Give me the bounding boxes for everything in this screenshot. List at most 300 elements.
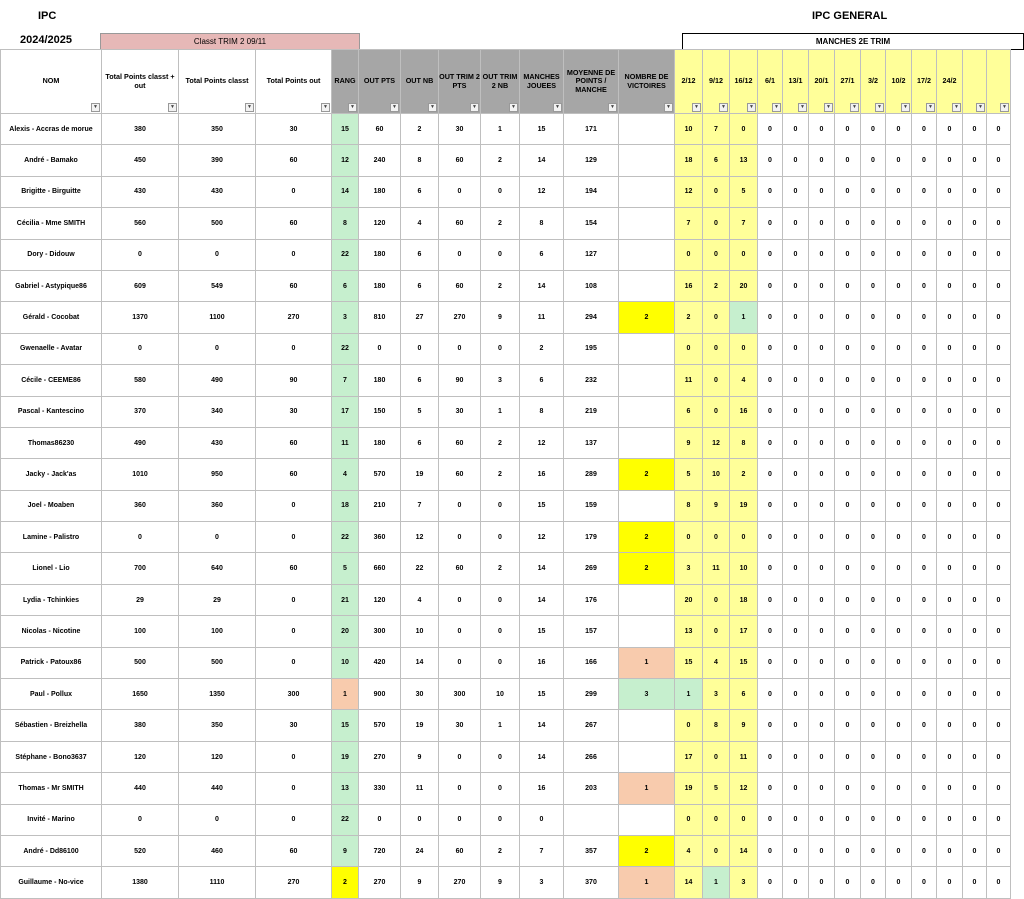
header-row [1,50,1011,114]
manche-cell: 0 [987,584,1011,615]
manche-cell: 7 [675,208,703,239]
manche-cell: 0 [783,427,809,458]
stat-cell: 159 [564,490,619,521]
stat-cell: 1 [481,710,520,741]
stat-cell: 430 [102,176,179,207]
manche-cell: 0 [963,145,987,176]
stat-cell: 380 [102,710,179,741]
manche-cell: 0 [809,616,835,647]
manche-cell: 3 [675,553,703,584]
manche-cell: 0 [835,427,861,458]
manche-cell: 0 [861,302,886,333]
player-name: Pascal - Kantescino [1,396,102,427]
column-header-label: OUT PTS [363,76,396,86]
manche-cell: 18 [675,145,703,176]
stat-cell: 14 [520,553,564,584]
filter-dropdown-icon[interactable]: ▼ [470,103,479,112]
victories-cell: 1 [619,773,675,804]
stat-cell: 350 [179,710,256,741]
manche-cell: 0 [758,553,783,584]
stat-cell: 9 [401,741,439,772]
stat-cell: 0 [481,176,520,207]
manche-cell: 0 [886,679,912,710]
manche-cell: 6 [730,679,758,710]
table-row [1,804,1011,835]
manche-cell: 0 [886,553,912,584]
stat-cell: 640 [179,553,256,584]
filter-dropdown-icon[interactable]: ▼ [168,103,177,112]
stat-cell: 108 [564,270,619,301]
column-header-label: 20/1 [814,76,829,86]
filter-dropdown-icon[interactable]: ▼ [692,103,701,112]
column-header-label: MOYENNE DE POINTS / MANCHE [566,68,616,94]
victories-cell [619,176,675,207]
rank-cell: 14 [332,176,359,207]
filter-dropdown-icon[interactable]: ▼ [321,103,330,112]
column-header-21 [912,50,937,114]
manche-cell: 9 [675,427,703,458]
column-header-label: RANG [334,76,356,86]
stat-cell: 0 [439,333,481,364]
manche-cell: 0 [912,522,937,553]
stat-cell: 16 [520,459,564,490]
manche-cell: 0 [835,553,861,584]
stat-cell: 294 [564,302,619,333]
stat-cell: 60 [256,553,332,584]
manche-cell: 10 [675,114,703,145]
column-header-label: 9/12 [709,76,723,86]
stat-cell: 300 [439,679,481,710]
manche-cell: 0 [886,522,912,553]
manche-cell: 0 [912,710,937,741]
stat-cell: 171 [564,114,619,145]
stat-cell: 4 [401,584,439,615]
manche-cell: 0 [963,270,987,301]
stat-cell [564,804,619,835]
manche-cell: 12 [675,176,703,207]
filter-dropdown-icon[interactable]: ▼ [747,103,756,112]
stat-cell: 180 [359,239,401,270]
manche-cell: 1 [703,867,730,898]
victories-cell [619,804,675,835]
manche-cell: 0 [886,302,912,333]
stat-cell: 60 [256,427,332,458]
rank-cell: 15 [332,114,359,145]
table-row [1,490,1011,521]
stat-cell: 440 [179,773,256,804]
victories-cell [619,741,675,772]
table-row [1,522,1011,553]
column-header-label: Total Points classt [185,76,249,86]
stat-cell: 0 [256,804,332,835]
victories-cell: 2 [619,459,675,490]
manche-cell: 8 [730,427,758,458]
column-header-label: OUT TRIM 2 PTS [439,72,480,90]
stat-cell: 2 [481,553,520,584]
manche-cell: 0 [783,302,809,333]
stat-cell: 12 [520,427,564,458]
manche-cell: 0 [963,679,987,710]
column-header-8 [481,50,520,114]
stat-cell: 580 [102,365,179,396]
manche-cell: 0 [730,239,758,270]
stat-cell: 3 [481,365,520,396]
stat-cell: 0 [256,647,332,678]
manche-cell: 0 [758,647,783,678]
manche-cell: 0 [912,804,937,835]
stat-cell: 180 [359,176,401,207]
manche-cell: 0 [886,365,912,396]
victories-cell [619,333,675,364]
manche-cell: 0 [809,333,835,364]
manche-cell: 0 [861,459,886,490]
rank-cell: 10 [332,647,359,678]
table-row [1,553,1011,584]
victories-cell: 3 [619,679,675,710]
manche-cell: 0 [937,835,963,866]
column-header-4 [332,50,359,114]
manches-banner: MANCHES 2E TRIM [682,33,1024,50]
manche-cell: 0 [758,270,783,301]
manche-cell: 0 [987,427,1011,458]
stat-cell: 60 [256,835,332,866]
manche-cell: 0 [835,867,861,898]
filter-dropdown-icon[interactable]: ▼ [976,103,985,112]
manche-cell: 20 [730,270,758,301]
manche-cell: 0 [758,835,783,866]
manche-cell: 0 [758,145,783,176]
column-header-label: 3/2 [868,76,878,86]
stat-cell: 460 [179,835,256,866]
manche-cell: 0 [835,176,861,207]
column-header-19 [861,50,886,114]
manche-cell: 0 [809,647,835,678]
manche-cell: 0 [703,804,730,835]
manche-cell: 0 [783,804,809,835]
manche-cell: 0 [912,396,937,427]
filter-dropdown-icon[interactable]: ▼ [798,103,807,112]
table-row [1,365,1011,396]
manche-cell: 0 [809,365,835,396]
stat-cell: 0 [256,616,332,647]
stat-cell: 300 [256,679,332,710]
stat-cell: 22 [401,553,439,584]
stat-cell: 2 [481,427,520,458]
column-header-label: NOMBRE DE VICTOIRES [624,72,669,90]
manche-cell: 0 [963,396,987,427]
stat-cell: 0 [256,333,332,364]
stat-cell: 180 [359,270,401,301]
manche-cell: 0 [861,208,886,239]
manche-cell: 0 [758,522,783,553]
manche-cell: 4 [675,835,703,866]
column-header-label: Total Points classt + out [105,72,175,90]
rank-cell: 22 [332,522,359,553]
manche-cell: 0 [912,584,937,615]
manche-cell: 2 [730,459,758,490]
filter-dropdown-icon[interactable]: ▼ [664,103,673,112]
manche-cell: 0 [783,741,809,772]
player-name: Gwenaelle - Avatar [1,333,102,364]
manche-cell: 0 [783,616,809,647]
manche-cell: 0 [783,270,809,301]
stat-cell: 154 [564,208,619,239]
filter-dropdown-icon[interactable]: ▼ [772,103,781,112]
filter-dropdown-icon[interactable]: ▼ [926,103,935,112]
manche-cell: 5 [675,459,703,490]
stat-cell: 60 [439,427,481,458]
manche-cell: 0 [963,741,987,772]
stat-cell: 10 [401,616,439,647]
stat-cell: 6 [401,427,439,458]
stat-cell: 90 [256,365,332,396]
stat-cell: 30 [439,114,481,145]
stat-cell: 9 [401,867,439,898]
manche-cell: 0 [783,145,809,176]
manche-cell: 0 [937,396,963,427]
manche-cell: 0 [987,616,1011,647]
manche-cell: 0 [861,616,886,647]
stat-cell: 560 [102,208,179,239]
filter-dropdown-icon[interactable]: ▼ [952,103,961,112]
column-header-label: 17/2 [917,76,931,86]
stat-cell: 500 [179,647,256,678]
manche-cell: 15 [675,647,703,678]
manche-cell: 6 [703,145,730,176]
manche-cell: 0 [835,773,861,804]
filter-dropdown-icon[interactable]: ▼ [719,103,728,112]
manche-cell: 0 [912,773,937,804]
manche-cell: 0 [963,553,987,584]
rank-cell: 11 [332,427,359,458]
filter-dropdown-icon[interactable]: ▼ [509,103,518,112]
manche-cell: 0 [809,176,835,207]
table-row [1,396,1011,427]
stat-cell: 0 [481,333,520,364]
player-name: Alexis - Accras de morue [1,114,102,145]
stat-cell: 0 [256,522,332,553]
manche-cell: 0 [758,710,783,741]
manche-cell: 0 [835,459,861,490]
column-header-label: 13/1 [788,76,803,86]
manche-cell: 14 [675,867,703,898]
column-header-label: 16/12 [734,76,753,86]
manche-cell: 0 [987,647,1011,678]
stat-cell: 14 [401,647,439,678]
stat-cell: 0 [439,522,481,553]
filter-dropdown-icon[interactable]: ▼ [245,103,254,112]
manche-cell: 0 [783,239,809,270]
manche-cell: 0 [835,396,861,427]
stat-cell: 19 [401,459,439,490]
manche-cell: 0 [758,427,783,458]
stat-cell: 660 [359,553,401,584]
manche-cell: 10 [730,553,758,584]
stat-cell: 12 [401,522,439,553]
manche-cell: 0 [912,333,937,364]
stat-cell: 27 [401,302,439,333]
stat-cell: 6 [401,239,439,270]
stat-cell: 549 [179,270,256,301]
manche-cell: 0 [987,114,1011,145]
column-header-13 [703,50,730,114]
stat-cell: 0 [481,741,520,772]
filter-dropdown-icon[interactable]: ▼ [901,103,910,112]
manche-cell: 0 [861,396,886,427]
stat-cell: 14 [520,584,564,615]
manche-cell: 0 [809,459,835,490]
manche-cell: 0 [861,679,886,710]
stat-cell: 270 [439,302,481,333]
manche-cell: 0 [835,302,861,333]
manche-cell: 0 [809,804,835,835]
manche-cell: 12 [730,773,758,804]
stat-cell: 100 [102,616,179,647]
stat-cell: 609 [102,270,179,301]
stat-cell: 30 [439,396,481,427]
manche-cell: 0 [987,773,1011,804]
filter-dropdown-icon[interactable]: ▼ [428,103,437,112]
victories-cell [619,616,675,647]
stat-cell: 370 [564,867,619,898]
rank-cell: 9 [332,835,359,866]
stat-cell: 14 [520,710,564,741]
stat-cell: 90 [439,365,481,396]
manche-cell: 0 [861,710,886,741]
manche-cell: 0 [912,835,937,866]
player-name: Paul - Pollux [1,679,102,710]
stat-cell: 390 [179,145,256,176]
player-name: Nicolas - Nicotine [1,616,102,647]
manche-cell: 0 [937,333,963,364]
manche-cell: 0 [758,333,783,364]
manche-cell: 0 [987,333,1011,364]
manche-cell: 0 [835,270,861,301]
filter-dropdown-icon[interactable]: ▼ [824,103,833,112]
player-name: Gérald - Cocobat [1,302,102,333]
manche-cell: 5 [703,773,730,804]
stat-cell: 30 [439,710,481,741]
manche-cell: 0 [809,835,835,866]
stat-cell: 1350 [179,679,256,710]
rank-cell: 3 [332,302,359,333]
column-header-10 [564,50,619,114]
manche-cell: 0 [861,176,886,207]
stat-cell: 269 [564,553,619,584]
stat-cell: 60 [439,145,481,176]
stat-cell: 0 [256,773,332,804]
manche-cell: 0 [861,145,886,176]
manche-cell: 0 [835,114,861,145]
filter-dropdown-icon[interactable]: ▼ [608,103,617,112]
manche-cell: 0 [963,710,987,741]
stat-cell: 60 [256,145,332,176]
manche-cell: 0 [835,584,861,615]
filter-dropdown-icon[interactable]: ▼ [1000,103,1009,112]
manche-cell: 0 [758,176,783,207]
filter-dropdown-icon[interactable]: ▼ [348,103,357,112]
filter-dropdown-icon[interactable]: ▼ [390,103,399,112]
column-header-label: 2/12 [681,76,696,86]
stat-cell: 1370 [102,302,179,333]
classt-banner: Classt TRIM 2 09/11 [100,33,360,50]
manche-cell: 0 [809,208,835,239]
filter-dropdown-icon[interactable]: ▼ [91,103,100,112]
manche-cell: 0 [937,427,963,458]
manche-cell: 8 [703,710,730,741]
manche-cell: 0 [937,365,963,396]
stat-cell: 60 [439,270,481,301]
manche-cell: 0 [783,459,809,490]
manche-cell: 0 [963,522,987,553]
manche-cell: 20 [675,584,703,615]
manche-cell: 0 [835,365,861,396]
victories-cell [619,396,675,427]
manche-cell: 0 [835,616,861,647]
filter-dropdown-icon[interactable]: ▼ [875,103,884,112]
manche-cell: 0 [730,333,758,364]
manche-cell: 0 [886,333,912,364]
column-header-11 [619,50,675,114]
stat-cell: 0 [179,333,256,364]
manche-cell: 0 [861,867,886,898]
stat-cell: 0 [179,522,256,553]
manche-cell: 0 [912,114,937,145]
stat-cell: 360 [179,490,256,521]
player-name: Gabriel - Astypique86 [1,270,102,301]
column-header-label: MANCHES JOUEES [523,72,560,90]
manche-cell: 0 [703,396,730,427]
stat-cell: 194 [564,176,619,207]
stat-cell: 232 [564,365,619,396]
manche-cell: 0 [758,208,783,239]
stat-cell: 570 [359,710,401,741]
manche-cell: 0 [937,208,963,239]
stat-cell: 180 [359,365,401,396]
rank-cell: 13 [332,773,359,804]
manche-cell: 0 [783,867,809,898]
manche-cell: 19 [730,490,758,521]
manche-cell: 0 [809,396,835,427]
stat-cell: 0 [439,804,481,835]
manche-cell: 0 [886,804,912,835]
stat-cell: 0 [359,804,401,835]
stat-cell: 8 [520,396,564,427]
column-header-5 [359,50,401,114]
manche-cell: 5 [730,176,758,207]
stat-cell: 11 [520,302,564,333]
manche-cell: 0 [886,741,912,772]
stat-cell: 0 [102,804,179,835]
manche-cell: 0 [963,333,987,364]
manche-cell: 0 [963,302,987,333]
rank-cell: 7 [332,365,359,396]
manche-cell: 0 [937,490,963,521]
stat-cell: 4 [401,208,439,239]
manche-cell: 0 [912,490,937,521]
manche-cell: 0 [912,427,937,458]
manche-cell: 0 [703,741,730,772]
stat-cell: 15 [520,679,564,710]
manche-cell: 0 [730,522,758,553]
player-name: Lydia - Tchinkies [1,584,102,615]
player-name: André - Bamako [1,145,102,176]
filter-dropdown-icon[interactable]: ▼ [553,103,562,112]
manche-cell: 0 [758,804,783,835]
manche-cell: 0 [703,835,730,866]
filter-dropdown-icon[interactable]: ▼ [850,103,859,112]
manche-cell: 0 [886,773,912,804]
